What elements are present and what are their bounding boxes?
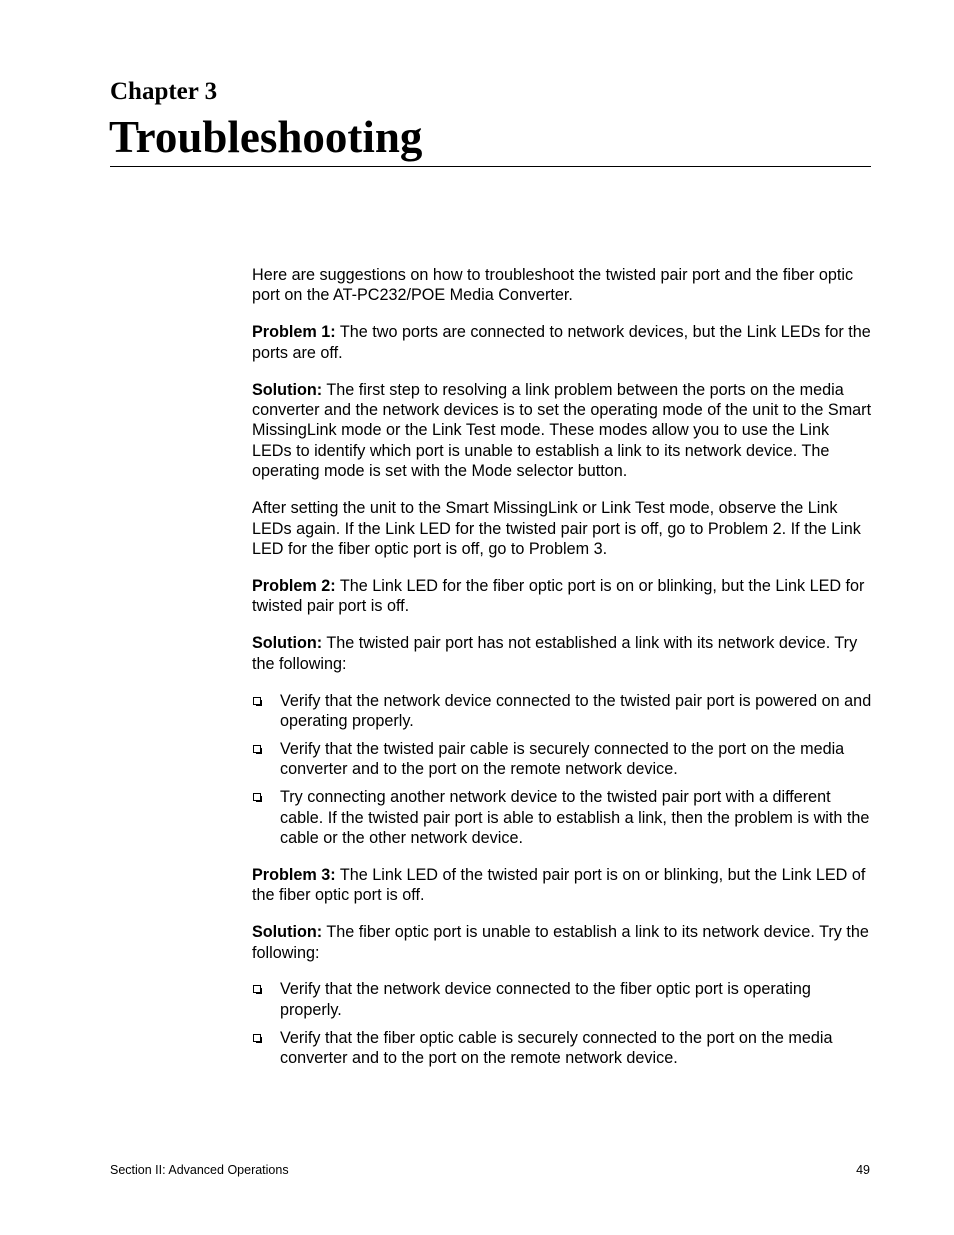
list-item-text: Verify that the network device connected to the twisted pair port is powered on and operating properly. [280,691,872,730]
solution-3-label: Solution: [252,923,323,942]
solution-3-list [252,979,872,1068]
list-item-text: Verify that the network device connected to the fiber optic port is operating properly. [280,980,811,1019]
problem-1-label: Problem 1: [252,323,336,342]
problem-1 [252,322,872,363]
footer-section: Section II: Advanced Operations [110,1163,289,1177]
solution-2-list [252,691,872,849]
list-item [252,979,872,1020]
list-item [252,739,872,780]
checkbox-bullet-icon [253,745,261,753]
list-item-text: Try connecting another network device to the twisted pair port with a different cable. If the twisted pair port is able to establish a link, then the problem is with the cable or the other network device. [280,788,870,847]
title-rule [110,166,871,167]
list-item [252,1028,872,1069]
problem-1-text: The two ports are connected to network devices, but the Link LEDs for the ports are off. [252,323,871,362]
checkbox-bullet-icon [253,697,261,705]
problem-2-text: The Link LED for the fiber optic port is on or blinking, but the Link LED for twisted pair port is off. [252,576,865,616]
after-setting-paragraph: After setting the unit to the Smart MissingLink or Link Test mode, observe the Link LEDs again. If the Link LED for the twisted pair port is off, go to Problem 2. If the Link LED for the fiber optic port is off, go to Problem 3. [252,499,861,558]
list-item [252,787,872,848]
problem-3-label: Problem 3: [252,865,336,884]
solution-1-label: Solution: [252,380,323,399]
list-item [252,691,872,732]
solution-2-text: The twisted pair port has not established a link with its network device. Try the following: [252,634,858,673]
page-title: Troubleshooting [109,112,423,162]
solution-1-text: The first step to resolving a link problem between the ports on the media converter and the network devices is to set the operating mode of the unit to the Smart MissingLink mode or the Link Test mode. These modes allow you to use the Link LEDs to identify which port is unable to establish a link to its network device. The operating mode is set with the Mode selector button. [252,380,872,481]
problem-3 [252,865,872,906]
problem-2 [252,576,872,617]
list-item-text: Verify that the fiber optic cable is securely connected to the port on the media converter and to the port on the remote network device. [280,1028,833,1068]
solution-2-label: Solution: [252,634,323,653]
solution-2 [252,633,872,674]
problem-3-text: The Link LED of the twisted pair port is on or blinking, but the Link LED of the fiber optic port is off. [252,865,866,905]
page-number: 49 [856,1163,870,1177]
solution-3 [252,922,872,963]
solution-3-text: The fiber optic port is unable to establish a link to its network device. Try the following: [252,923,869,962]
list-item-text: Verify that the twisted pair cable is securely connected to the port on the media converter and to the port on the remote network device. [280,739,845,779]
solution-1 [252,380,872,482]
checkbox-bullet-icon [253,793,261,801]
checkbox-bullet-icon [253,985,261,993]
chapter-label: Chapter 3 [110,78,218,105]
problem-2-label: Problem 2: [252,576,336,595]
body-text [252,265,872,1085]
intro-paragraph: Here are suggestions on how to troubleshoot the twisted pair port and the fiber optic port on the AT-PC232/POE Media Converter. [252,266,854,305]
checkbox-bullet-icon [253,1034,261,1042]
